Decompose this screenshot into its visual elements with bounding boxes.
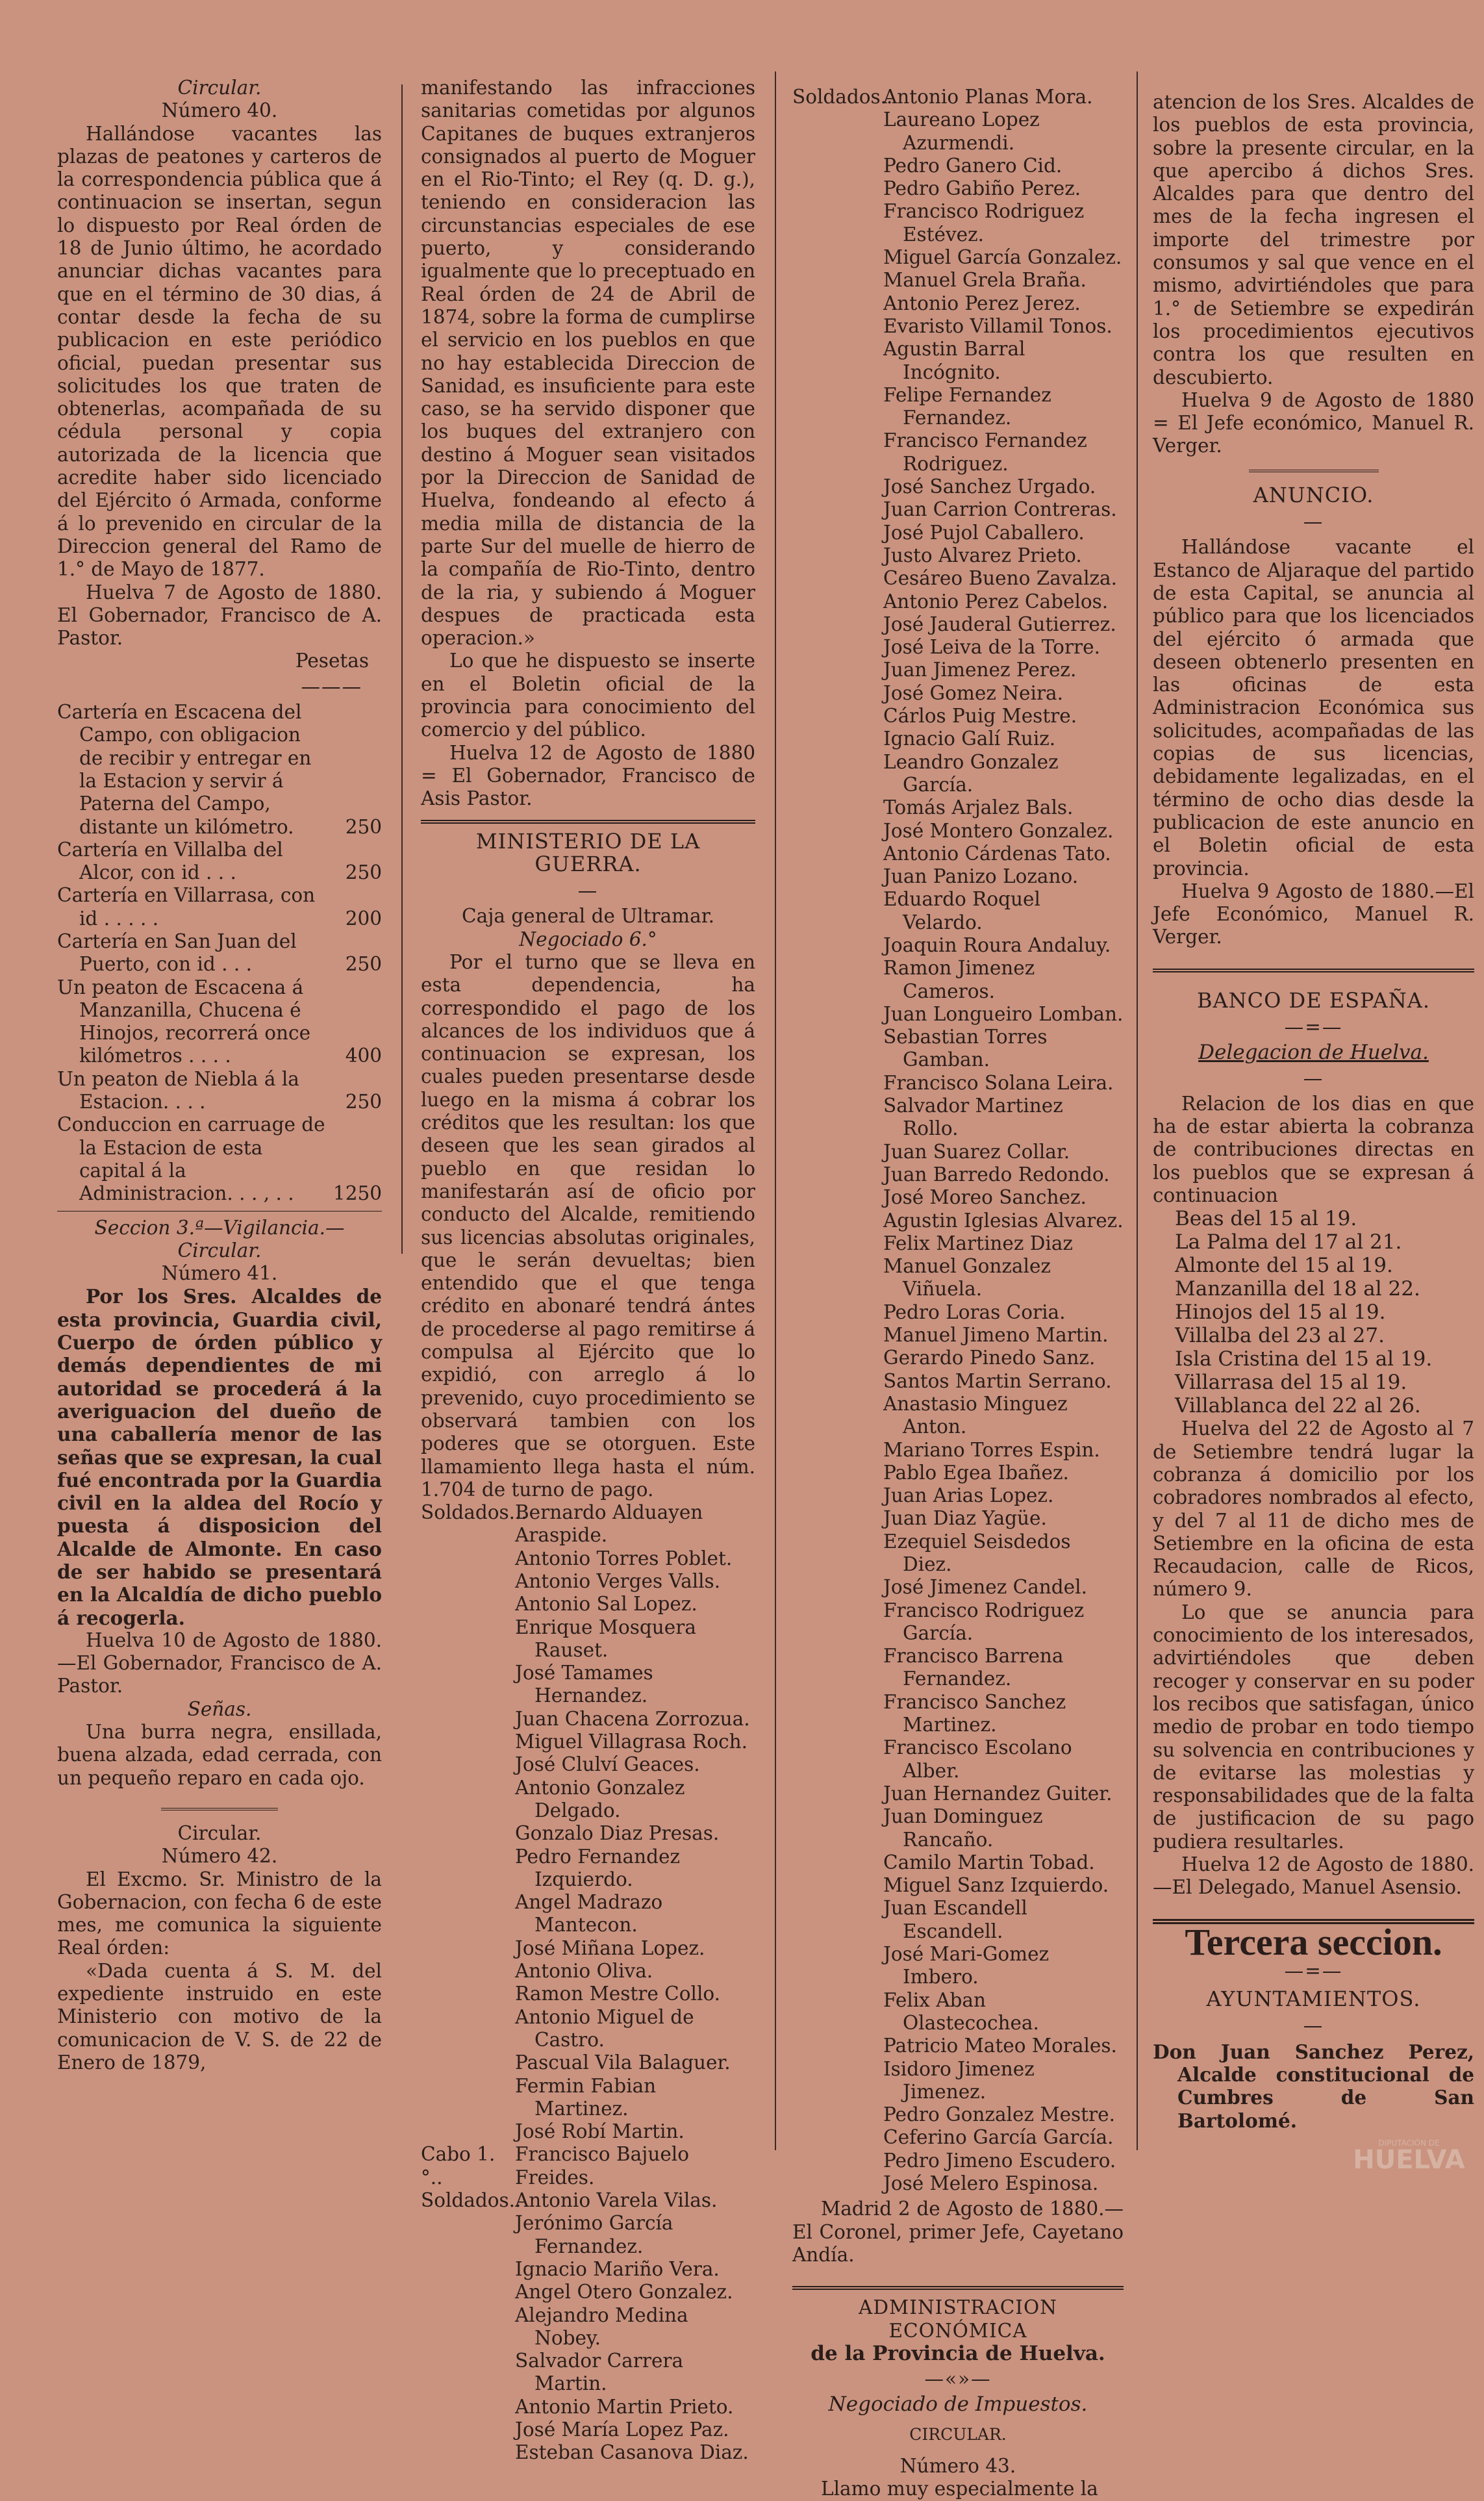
soldiers-list-2: [421, 2189, 755, 2212]
huelva-note: Huelva del 22 de Agosto al 7 de Setiembre tendrá lugar la cobranza á domicilio por los cobradores nombrados al efecto, y del 7 al 11 de dicho mes de Setiembre en la oficina de esta Recaudacion, calle de Ricos, número 9.: [1153, 1417, 1474, 1601]
list-item: Juan Longueiro Lomban.: [883, 1002, 1124, 1025]
list-item: Antonio Sal Lopez.: [515, 1593, 698, 1616]
soldiers-label: Soldados...: [421, 1501, 527, 1524]
list-item: Juan Arias Lopez.: [883, 1484, 1054, 1507]
circular-42-quote: «Dada cuenta á S. M. del expediente instruido en este Ministerio con motivo de la comunicacion de V. S. de 22 de Enero de 1879,: [57, 1959, 382, 2074]
ministry-title: MINISTERIO DE LA GUERRA.: [475, 828, 701, 876]
list-item: José Miñana Lopez.: [515, 1936, 705, 1959]
list-item: Juan Hernandez Guiter.: [883, 1782, 1113, 1805]
list-item: Antonio Martin Prieto.: [515, 2395, 734, 2418]
list-item: Ignacio Mariño Vera.: [515, 2257, 720, 2280]
table-row: Cartería en Villalba del Alcor, con id . . . 250: [57, 838, 382, 884]
caja-title: Caja general de Ultramar.: [462, 905, 714, 928]
banco-signature: Huelva 12 de Agosto de 1880. —El Delegado, Manuel Asensio.: [1153, 1853, 1474, 1899]
circular-43-continuation: atencion de los Sres. Alcaldes de los pueblos de esta provincia, sobre la presente circular, en la que apercibo á dichos Sres. Alcaldes para que dentro del mes de la fecha ingresen el importe del trimestre por consumos y sal que vence en el mismo, advirtiéndoles que para 1.° de Setiembre se expedirán los procedimientos ejecutivos contra los que resulten en descubierto.: [1153, 91, 1474, 388]
list-item: Tomás Arjalez Bals.: [883, 796, 1074, 819]
ayuntamientos-title: AYUNTAMIENTOS.: [1206, 1987, 1421, 2012]
table-row: Cartería en San Juan del Puerto, con id . . . 250: [57, 930, 382, 976]
list-item: Salvador Martinez Rollo.: [883, 1095, 1063, 1140]
list-item: Francisco Bajuelo Freides.: [515, 2143, 689, 2189]
list-item: Francisco Rodriguez García.: [883, 1599, 1085, 1644]
list-item: Pedro Jimeno Escudero.: [883, 2149, 1116, 2172]
banco-title: BANCO DE ESPAÑA.: [1197, 987, 1430, 1013]
town-item: Villalba del 23 al 27.: [1175, 1324, 1385, 1348]
column-4: [1153, 91, 1474, 2202]
list-item: Bernardo Alduayen Araspide.: [515, 1501, 703, 1547]
circular-41-signature: Huelva 10 de Agosto de 1880. —El Gobernador, Francisco de A. Pastor.: [57, 1629, 382, 1697]
list-item: Ramon Jimenez Cameros.: [883, 957, 1035, 1002]
list-item: Santos Martin Serrano.: [883, 1369, 1112, 1392]
separator: [161, 1808, 278, 1810]
circular-41-body: Por los Sres. Alcaldes de esta provincia, Guardia civil, Cuerpo de órden público y demás dependientes de mi autoridad se procederá á la averiguacion del dueño de una caballería menor de las señas que se expresan, la cual fué encontrada por la Guardia civil en la aldea del Rocío y puesta á disposicion del Alcalde de Almonte. En caso de ser habido se presentará en la Alcaldía de dicho pueblo á recogerla.: [57, 1285, 382, 1629]
separator: —: [1303, 2014, 1324, 2037]
delegacion-title: Delegacion de Huelva.: [1198, 1041, 1429, 1065]
circular-43-number: Número 43.: [899, 2454, 1016, 2477]
tercera-seccion-title: Tercera seccion.: [1185, 1920, 1442, 1963]
town-item: Villablanca del 22 al 26.: [1175, 1394, 1421, 1418]
list-item: Alejandro Medina Nobey.: [515, 2304, 688, 2349]
circular-43-body: Llamo muy especialmente la: [821, 2478, 1098, 2500]
list-item: Antonio Planas Mora.: [883, 86, 1093, 108]
circular-40-number: Número 40.: [161, 99, 278, 122]
list-item: Pedro Loras Coria.: [883, 1301, 1066, 1323]
admin-circular: CIRCULAR.: [909, 2424, 1007, 2444]
list-item: José Gomez Neira.: [883, 681, 1064, 704]
list-item: Miguel Villagrasa Roch.: [515, 1731, 748, 1753]
soldiers-label: Soldados..: [792, 86, 893, 108]
list-item: Antonio Perez Cabelos.: [883, 590, 1109, 613]
list-item: Juan Dominguez Rancaño.: [883, 1805, 1043, 1851]
list-item: Juan Carrion Contreras.: [883, 498, 1117, 521]
list-item: Ramon Mestre Collo.: [515, 1983, 721, 2005]
list-item: Juan Barredo Redondo.: [883, 1163, 1110, 1186]
list-item: Ezequiel Seisdedos Diez.: [883, 1530, 1071, 1575]
list-item: Antonio Varela Vilas.: [515, 2189, 718, 2212]
list-item: José Robí Martin.: [515, 2120, 685, 2143]
list-item: José Tamames Hernandez.: [515, 1662, 653, 1707]
column-3: [792, 86, 1124, 2500]
list-item: Juan Jimenez Perez.: [883, 659, 1077, 681]
list-item: Miguel Sanz Izquierdo.: [883, 1874, 1109, 1897]
negociado-label: Negociado 6.°: [519, 928, 657, 950]
list-item: Francisco Fernandez Rodriguez.: [883, 429, 1087, 475]
list-item: Agustin Iglesias Alvarez.: [883, 1209, 1124, 1232]
list-item: Ceferino García García.: [883, 2126, 1114, 2149]
column-1: [57, 77, 382, 2188]
list-item: Francisco Rodriguez Estévez.: [883, 200, 1085, 246]
list-item: José Moreo Sanchez.: [883, 1186, 1087, 1209]
list-item: Antonio Oliva.: [515, 1960, 653, 1983]
ultramar-signature: Madrid 2 de Agosto de 1880.—El Coronel, primer Jefe, Cayetano Andía.: [792, 2198, 1124, 2266]
list-item: Manuel Gonzalez Viñuela.: [883, 1255, 1051, 1301]
soldiers-label: Soldados..: [421, 2189, 522, 2212]
list-item: José Leiva de la Torre.: [883, 636, 1100, 659]
list-item: Camilo Martin Tobad.: [883, 1851, 1095, 1873]
circular-42-number: Número 42.: [161, 1845, 278, 1868]
list-item: Mariano Torres Espin.: [883, 1438, 1100, 1461]
list-item: Gerardo Pinedo Sanz.: [883, 1347, 1096, 1369]
towns-list: [1153, 1207, 1474, 1417]
order-publication: Lo que he dispuesto se inserte en el Boletin oficial de la provincia para conocimiento del comercio y del público.: [421, 650, 755, 741]
list-item: Manuel Grela Braña.: [883, 269, 1087, 292]
soldiers-list-cont: [421, 1547, 755, 2144]
list-item: Juan Panizo Lozano.: [883, 865, 1079, 888]
table-row: Cartería en Escacena del Campo, con obligacion de recibir y entregar en la Estacion y servir á Paterna del Campo, distante un kilómetro. 250: [57, 701, 382, 838]
list-item: Joaquin Roura Andaluy.: [883, 933, 1111, 956]
list-item: José Sanchez Urgado.: [883, 476, 1096, 498]
list-item: Felix Martinez Diaz: [883, 1232, 1073, 1254]
alcalde-line: Don Juan Sanchez Perez, Alcalde constitucional de Cumbres de San Bartolomé.: [1153, 2040, 1474, 2132]
list-item: Antonio Gonzalez Delgado.: [515, 1776, 685, 1822]
separator: —: [1303, 1067, 1324, 1089]
anuncio-signature: Huelva 9 Agosto de 1880.—El Jefe Económico, Manuel R. Verger.: [1153, 880, 1474, 948]
separator: —=—: [1284, 1015, 1343, 1038]
list-item: Ignacio Galí Ruiz.: [883, 728, 1056, 750]
separator: —: [577, 880, 599, 902]
list-item: Pascual Vila Balaguer.: [515, 2051, 731, 2074]
list-item: José Montero Gonzalez.: [883, 819, 1114, 842]
senas-title: Señas.: [187, 1697, 252, 1720]
list-item: José Mari-Gomez Imbero.: [883, 1943, 1050, 1988]
list-item: Felipe Fernandez Fernandez.: [883, 383, 1051, 429]
separator: —: [1303, 511, 1324, 533]
anuncio-body: Hallándose vacante el Estanco de Aljaraque del partido de esta Capital, se anuncia al público para que los licenciados del ejército ó armada que deseen obtenerlo presenten en las oficinas de esta Administracion Económica sus solicitudes, acompañadas de las copias de sus licencias, debidamente legalizadas, en el término de ocho dias desde la publicacion de este anuncio en el Boletin oficial de esta provincia.: [1153, 536, 1474, 880]
column-rule: [401, 84, 403, 1254]
list-item: Antonio Cárdenas Tato.: [883, 842, 1111, 865]
separator: [1153, 969, 1474, 972]
list-item: Cárlos Puig Mestre.: [883, 705, 1077, 728]
ultramar-body: Por el turno que se lleva en esta dependencia, ha correspondido el pago de los alcances de los individuos que á continuacion se expresan, los cuales pueden presentarse desde luego en la misma á cobrar los créditos que les resultan: los que deseen que les sean girados al pueblo en que residan lo manifestarán así de oficio por conducto del Alcalde, remitiendo sus licencias absolutas originales, que le serán devueltas; bien entendido que el que tenga crédito en abonaré tendrá ántes de procederse al pago remitirse á compulsa al Ejército que lo expidió, con arreglo á lo prevenido, cuyo procedimiento se observará tambien con los poderes que se otorguen. Este llamamiento llega hasta el núm. 1.704 de turno de pago.: [421, 950, 755, 1501]
list-item: Isidoro Jimenez Jimenez.: [883, 2057, 1035, 2103]
circular-43-signature: Huelva 9 de Agosto de 1880 = El Jefe económico, Manuel R. Verger.: [1153, 388, 1474, 457]
list-item: José María Lopez Paz.: [515, 2418, 729, 2441]
list-item: Francisco Barrena Fernandez.: [883, 1645, 1064, 1690]
list-item: Cesáreo Bueno Zavalza.: [883, 567, 1118, 590]
royal-order-continuation: manifestando las infracciones sanitarias cometidas por algunos Capitanes de buques extranjeros consignados al puerto de Moguer en el Rio-Tinto; el Rey (q. D. g.), teniendo en consideracion las circunstancias especiales de ese puerto, y considerando igualmente que lo preceptuado en Real órden de 24 de Abril de 1874, sobre la forma de cumplirse el servicio en los pueblos en que no hay establecida Direccion de Sanidad, es insuficiente para este caso, se ha servido disponer que los buques del extranjero con destino á Moguer sean visitados por la Direccion de Sanidad de Huelva, fondeando al efecto á media milla de distancia de la parte Sur del muelle de hierro de la compañía de Rio-Tinto, dentro de la ria, y subiendo á Moguer despues de practicada esta operacion.»: [421, 77, 755, 650]
soldiers-list-3: [792, 86, 1124, 108]
circular-40-title: Circular.: [177, 77, 262, 99]
town-item: Manzanilla del 18 al 22.: [1175, 1277, 1420, 1301]
list-item: José Clulví Geaces.: [515, 1753, 700, 1776]
circular-42-title: Circular.: [177, 1822, 262, 1844]
list-item: José Jauderal Gutierrez.: [883, 613, 1116, 635]
admin-negociado: Negociado de Impuestos.: [828, 2393, 1088, 2417]
list-item: Evaristo Villamil Tonos.: [883, 314, 1113, 337]
circular-42-body: El Excmo. Sr. Ministro de la Gobernacion, con fecha 6 de este mes, me comunica la siguiente Real órden:: [57, 1868, 382, 1959]
separator: [421, 820, 755, 824]
town-item: Villarrasa del 15 al 19.: [1175, 1371, 1407, 1395]
banco-relacion: Relacion de los dias en que ha de estar abierta la cobranza de contribuciones directas en los pueblos que se expresan á continuacion: [1153, 1092, 1474, 1207]
circular-41-number: Número 41.: [161, 1262, 278, 1285]
list-item: Enrique Mosquera Rauset.: [515, 1616, 696, 1661]
list-item: Pedro Gonzalez Mestre.: [883, 2103, 1115, 2126]
soldiers-list-2-cont: [421, 2212, 755, 2464]
column-2: [421, 77, 755, 2464]
circular-40-body: Hallándose vacantes las plazas de peatones y carteros de la correspondencia pública que á continuacion se insertan, segun lo dispuesto por Real órden de 18 de Junio último, he acordado anunciar dichas vacantes para que en el término de 30 dias, á contar desde la fecha de su publicacion en este periódico oficial, puedan presentar sus solicitudes los que traten de obtenerlas, acompañada de su cédula personal y copia autorizada de la licencia que acredite haber sido licenciado del Ejército ó Armada, conforme á lo prevenido en circular de la Direccion general del Ramo de 1.° de Mayo de 1877.: [57, 122, 382, 581]
list-item: Antonio Perez Jerez.: [883, 292, 1081, 314]
list-item: Juan Suarez Collar.: [883, 1140, 1070, 1163]
list-item: Francisco Escolano Alber.: [883, 1736, 1072, 1782]
diputacion-huelva-logo: DIPUTACIÓN DE HUELVA: [1353, 2139, 1465, 2175]
list-item: Francisco Solana Leira.: [883, 1071, 1114, 1094]
table-row: Un peaton de Niebla á la Estacion. . . . 250: [57, 1067, 382, 1113]
list-item: Antonio Miguel de Castro.: [515, 2005, 694, 2051]
column-rule: [1137, 71, 1138, 2150]
separator: —=—: [1284, 1959, 1343, 1982]
cabo-label: Cabo 1.°..: [421, 2143, 496, 2189]
list-item: Juan Escandell Escandell.: [883, 1897, 1027, 1942]
table-row: Cartería en Villarrasa, con id . . . . . 200: [57, 884, 382, 930]
list-item: Felix Aban Olastecochea.: [883, 1988, 1039, 2034]
list-item: Francisco Sanchez Martinez.: [883, 1690, 1066, 1736]
list-item: Eduardo Roquel Velardo.: [883, 888, 1040, 933]
list-item: Pedro Ganero Cid.: [883, 154, 1063, 177]
admin-province: de la Provincia de Huelva.: [811, 2341, 1105, 2365]
order-signature: Huelva 12 de Agosto de 1880 = El Gobernador, Francisco de Asis Pastor.: [421, 741, 755, 810]
list-item: José Melero Espinosa.: [883, 2172, 1099, 2195]
town-item: Beas del 15 al 19.: [1175, 1207, 1357, 1231]
pesetas-label: Pesetas: [295, 650, 369, 672]
soldiers-list-3-cont: [792, 108, 1124, 2195]
list-item: Laureano Lopez Azurmendi.: [883, 108, 1040, 154]
list-item: Justo Alvarez Prieto.: [883, 544, 1082, 566]
list-item: Juan Chacena Zorrozua.: [515, 1707, 750, 1730]
soldiers-list: [421, 1501, 755, 1547]
separator: ———: [301, 675, 362, 698]
table-row: Conduccion en carruage de la Estacion de esta capital á la Administracion. . . , . . 1250: [57, 1113, 382, 1205]
senas-body: Una burra negra, ensillada, buena alzada, edad cerrada, con un pequeño reparo en cada ojo.: [57, 1721, 382, 1789]
list-item: Patricio Mateo Morales.: [883, 2035, 1117, 2057]
circular-40-signature: Huelva 7 de Agosto de 1880. El Gobernador, Francisco de A. Pastor.: [57, 581, 382, 650]
list-item: Angel Otero Gonzalez.: [515, 2281, 733, 2304]
list-item: Anastasio Minguez Anton.: [883, 1392, 1068, 1438]
list-item: Pedro Fernandez Izquierdo.: [515, 1845, 680, 1890]
town-item: Isla Cristina del 15 al 19.: [1175, 1347, 1433, 1371]
list-item: Gonzalo Diaz Presas.: [515, 1822, 720, 1845]
list-item: Miguel García Gonzalez.: [883, 246, 1122, 269]
anuncio-title: ANUNCIO.: [1253, 482, 1374, 507]
town-item: La Palma del 17 al 21.: [1175, 1230, 1402, 1254]
list-item: Pedro Gabiño Perez.: [883, 177, 1081, 200]
list-item: Angel Madrazo Mantecon.: [515, 1891, 663, 1936]
separator: [792, 2286, 1124, 2290]
column-rule: [775, 71, 776, 2150]
separator: [57, 1211, 382, 1212]
table-row: Un peaton de Escacena á Manzanilla, Chucena é Hinojos, recorrerá once kilómetros . . . . 400: [57, 976, 382, 1067]
town-item: Hinojos del 15 al 19.: [1175, 1301, 1386, 1325]
town-item: Almonte del 15 al 19.: [1175, 1254, 1393, 1278]
list-item: Antonio Verges Valls.: [515, 1570, 721, 1592]
list-item: Leandro Gonzalez García.: [883, 750, 1059, 796]
list-item: Juan Diaz Yagüe.: [883, 1507, 1047, 1530]
list-item: José Pujol Caballero.: [883, 521, 1085, 544]
list-item: Jerónimo García Fernandez.: [515, 2212, 673, 2257]
admin-title: ADMINISTRACION ECONÓMICA: [859, 2296, 1057, 2342]
list-item: Antonio Torres Poblet.: [515, 1547, 733, 1569]
list-item: Manuel Jimeno Martin.: [883, 1324, 1109, 1347]
vacancy-table: [57, 701, 382, 1206]
separator: [1249, 470, 1379, 472]
list-item: Pablo Egea Ibañez.: [883, 1461, 1069, 1484]
list-item: Sebastian Torres Gamban.: [883, 1026, 1048, 1071]
section-3-title: Seccion 3.ª—Vigilancia.—Circular.: [94, 1216, 345, 1262]
cabo-row: [421, 2143, 755, 2189]
list-item: Esteban Casanova Diaz.: [515, 2441, 749, 2464]
list-item: José Jimenez Candel.: [883, 1576, 1087, 1599]
separator: —«»—: [924, 2368, 992, 2391]
list-item: Agustin Barral Incógnito.: [883, 338, 1025, 383]
list-item: Salvador Carrera Martin.: [515, 2350, 684, 2395]
list-item: Fermin Fabian Martinez.: [515, 2074, 657, 2120]
banco-advice: Lo que se anuncia para conocimiento de los interesados, advirtiéndoles que deben recoger y conservar en su poder los recibos que satisfagan, único medio de probar en todo tiempo su solvencia en contribuciones y de evitarse las molestias y responsabilidades que de la falta de justificacion de su pago pudiera resultarles.: [1153, 1601, 1474, 1853]
